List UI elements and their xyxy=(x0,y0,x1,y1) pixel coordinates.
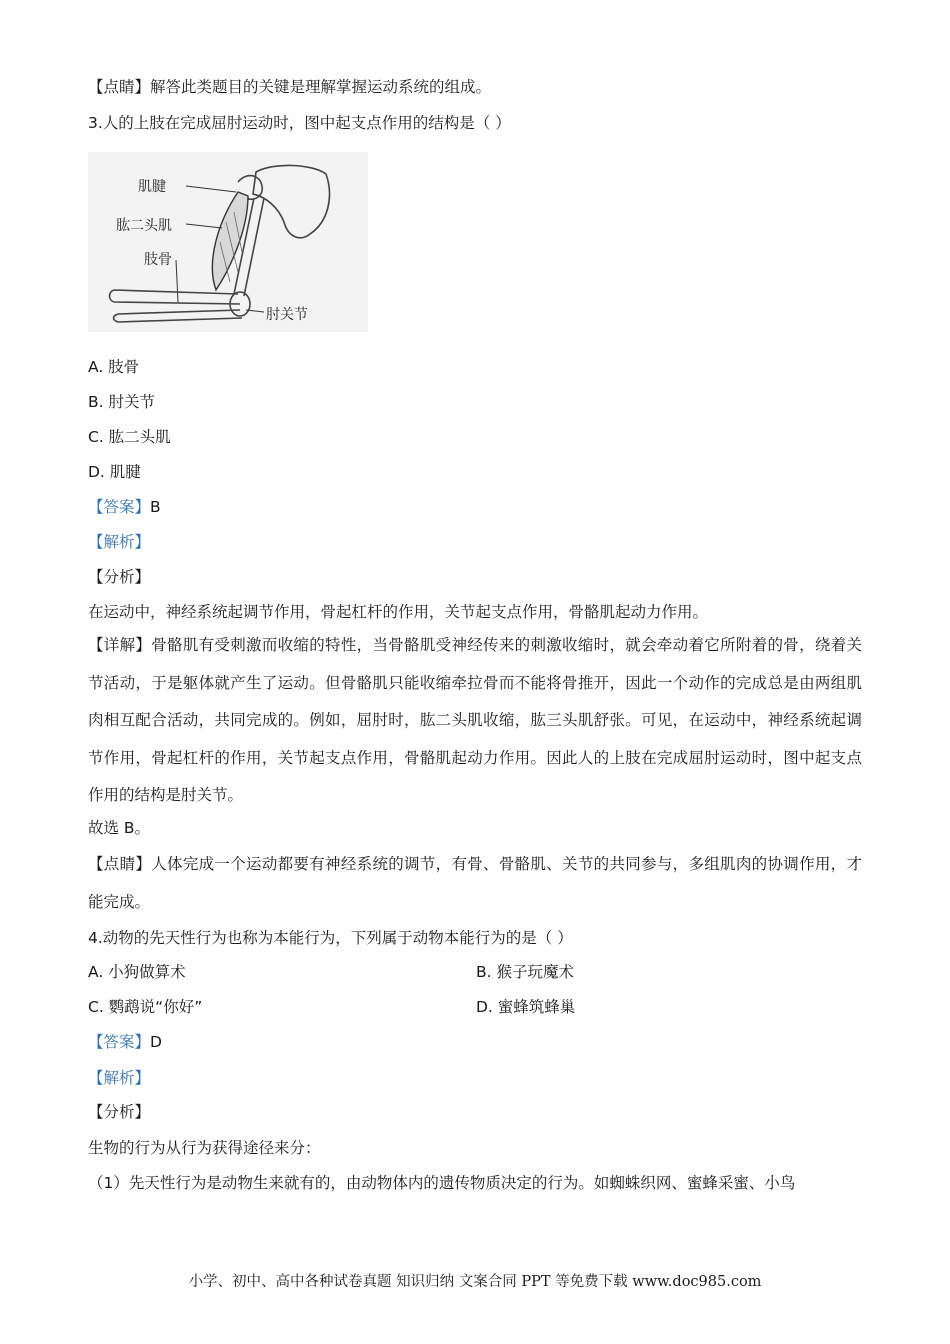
label-biceps: 肱二头肌 xyxy=(116,218,172,234)
dianjing-tag: 【点睛】 xyxy=(88,78,151,96)
q4-fenxi-tag: 【分析】 xyxy=(88,1103,151,1121)
option-a: A. 肢骨 xyxy=(88,358,140,376)
xiangjie-text: 骨骼肌有受刺激而收缩的特性，当骨骼肌受神经传来的刺激收缩时，就会牵动着它所附着的骨，绕着关节活动，于是躯体就产生了运动。但骨骼肌只能收缩牵拉骨而不能将骨推开，因此一个动作的完成总是由两组肌肉相互配合活动，共同完成的。例如，屈肘时，肱二头肌收缩，肱三头肌舒张。可见，在运动中，神经系统起调节作用，骨起杠杆的作用，关节起支点作用，骨骼肌起动力作用。因此人的上肢在完成屈肘运动时，图中起支点作用的结构是肘关节。 xyxy=(88,636,862,804)
question-3-stem: 3.人的上肢在完成屈肘运动时，图中起支点作用的结构是（ ） xyxy=(88,114,511,132)
label-bone: 肢骨 xyxy=(144,252,172,268)
q4-answer-tag: 【答案】 xyxy=(88,1033,151,1051)
label-tendon: 肌腱 xyxy=(138,179,166,195)
q4-jiexi-tag: 【解析】 xyxy=(88,1069,151,1087)
option-c: C. 肱二头肌 xyxy=(88,428,171,446)
xiangjie-tag: 【详解】 xyxy=(88,636,152,654)
answer-tag: 【答案】 xyxy=(88,498,151,516)
dianjing-line-1 xyxy=(88,77,491,97)
fenxi-text: 在运动中，神经系统起调节作用，骨起杠杆的作用，关节起支点作用，骨骼肌起动力作用。 xyxy=(88,603,709,621)
q4-option-c: C. 鹦鹉说“你好” xyxy=(88,998,203,1016)
q4-option-a: A. 小狗做算术 xyxy=(88,963,186,981)
option-d: D. 肌腱 xyxy=(88,463,141,481)
xiangjie-paragraph xyxy=(88,627,862,815)
fenxi-tag: 【分析】 xyxy=(88,568,151,586)
arm-diagram xyxy=(88,152,368,332)
page-footer: 小学、初中、高中各种试卷真题 知识归纳 文案合同 PPT 等免费下载 www.doc985.com xyxy=(188,1274,762,1290)
label-elbow: 肘关节 xyxy=(266,307,308,323)
q4-answer-line xyxy=(88,1032,162,1052)
q4-fenxi-text: 生物的行为从行为获得途径来分： xyxy=(88,1139,321,1157)
answer-line xyxy=(88,497,161,517)
dianjing-text: 解答此类题目的关键是理解掌握运动系统的组成。 xyxy=(150,78,492,96)
q4-option-b: B. 猴子玩魔术 xyxy=(476,963,574,981)
dianjing-tag-2: 【点睛】 xyxy=(88,855,152,873)
question-4-stem: 4.动物的先天性行为也称为本能行为，下列属于动物本能行为的是（ ） xyxy=(88,929,573,947)
q4-answer-value: D xyxy=(150,1033,162,1051)
q4-item-1: （1）先天性行为是动物生来就有的，由动物体内的遗传物质决定的行为。如蜘蛛织网、蜜蜂采蜜、小鸟 xyxy=(88,1174,796,1192)
dianjing-paragraph xyxy=(88,846,862,921)
option-b: B. 肘关节 xyxy=(88,393,155,411)
jiexi-tag: 【解析】 xyxy=(88,533,151,551)
guxuan-line: 故选 B。 xyxy=(88,819,151,837)
dianjing-text-2: 人体完成一个运动都要有神经系统的调节，有骨、骨骼肌、关节的共同参与，多组肌肉的协调作用，才能完成。 xyxy=(88,855,862,911)
q4-option-d: D. 蜜蜂筑蜂巢 xyxy=(476,998,576,1016)
answer-value: B xyxy=(150,498,161,516)
